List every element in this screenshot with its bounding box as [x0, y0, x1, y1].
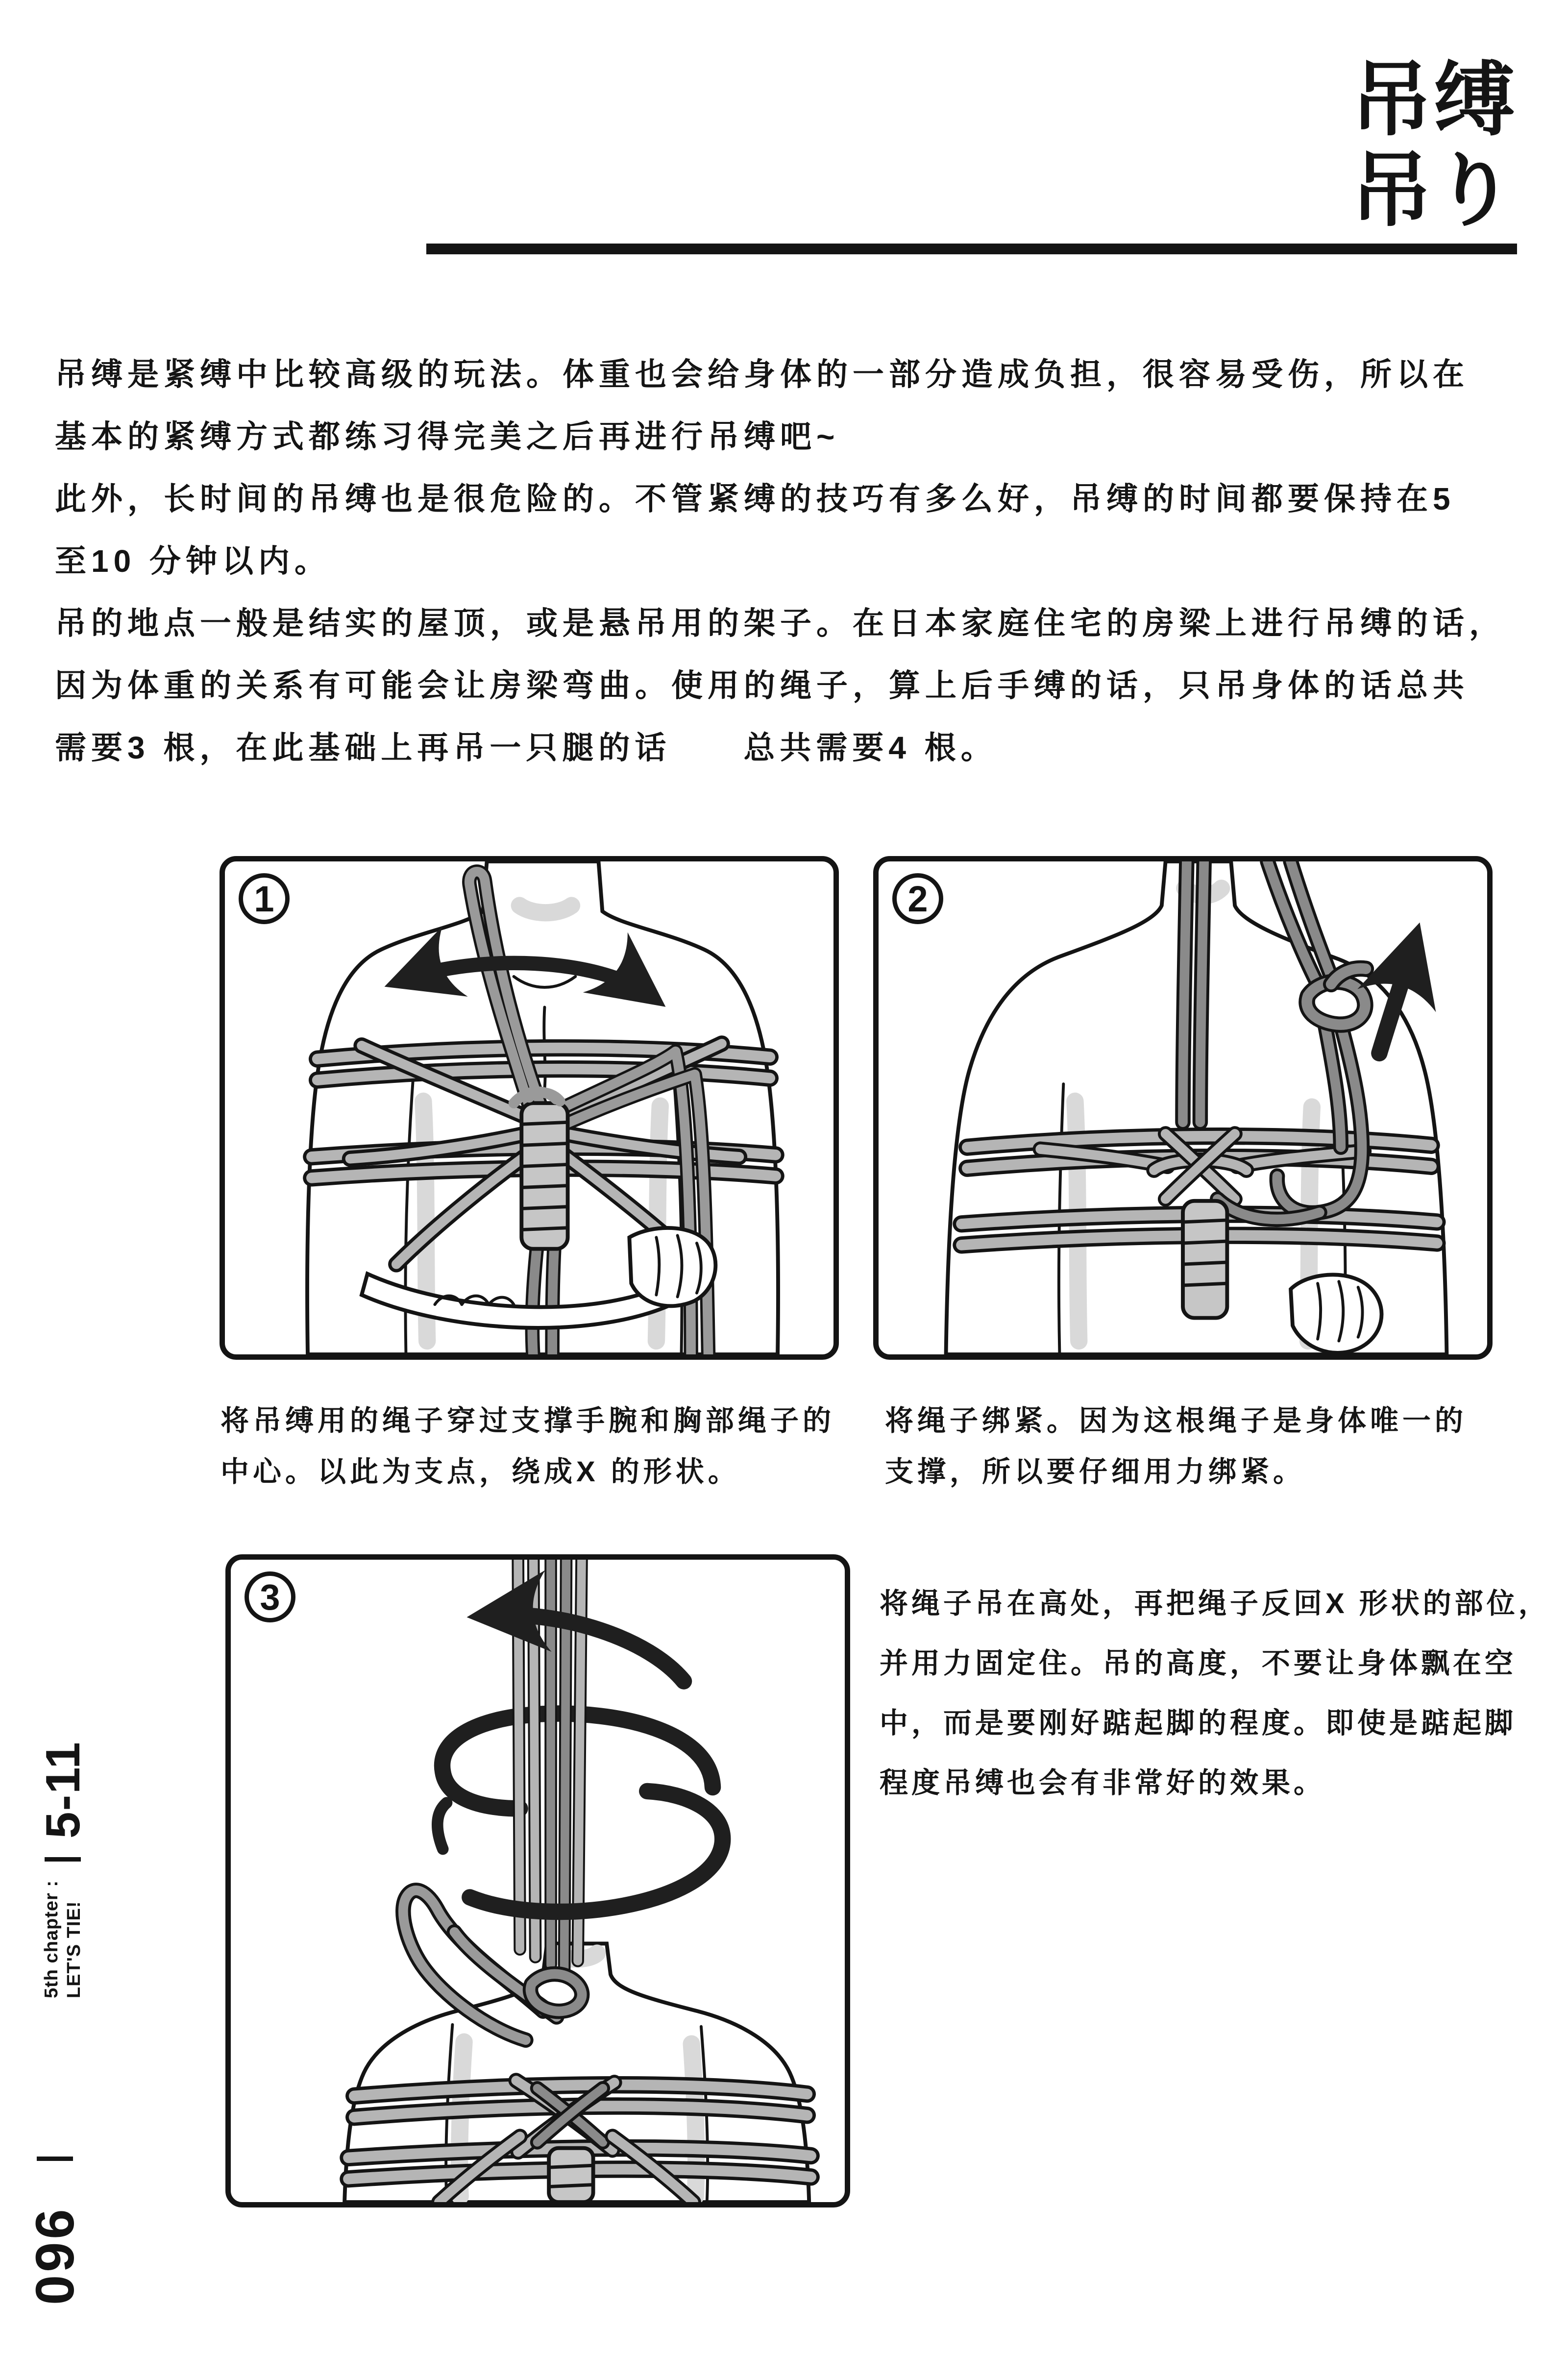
caption-line: 中心。以此为支点，绕成X 的形状。 [220, 1456, 740, 1488]
panel-number-badge: 2 [892, 873, 943, 924]
center-wrap-coil [549, 2148, 593, 2202]
title-underline [426, 244, 1517, 254]
panel-3 [225, 1554, 850, 2207]
chapter-spine-label [30, 1677, 95, 1998]
caption-line: 将绳子绑紧。因为这根绳子是身体唯一的 [885, 1405, 1468, 1437]
intro-line: 因为体重的关系有可能会让房梁弯曲。使用的绳子，算上后手缚的话，只吊身体的话总共 [55, 667, 1469, 703]
caption-line: 中，而是要刚好踮起脚的程度。即使是踮起脚 [880, 1707, 1517, 1739]
intro-paragraph [55, 341, 1525, 776]
title-primary: 吊缚 [1351, 55, 1517, 145]
panel-1-caption [220, 1393, 835, 1495]
title-secondary: 吊り [1351, 145, 1517, 236]
chapter-name [40, 1880, 85, 1998]
intro-line: 吊缚是紧缚中比较高级的玩法。体重也会给身体的一部分造成负担，很容易受伤，所以在 [55, 356, 1469, 392]
page-number: 096 [24, 2206, 85, 2305]
panel-1 [220, 856, 839, 1360]
right-hand [1291, 1275, 1381, 1352]
spiral-arrow-icon [470, 1615, 723, 1912]
caption-line: 将绳子吊在高处，再把绳子反回X 形状的部位， [880, 1588, 1550, 1619]
rope-diagram-back-torso [879, 861, 1487, 1354]
chapter-line-1: 5th chapter : [41, 1880, 62, 1998]
panel-number-badge: 1 [239, 873, 290, 924]
caption-line: 支撑，所以要仔细用力绑紧。 [885, 1456, 1306, 1488]
right-hand [629, 1228, 715, 1306]
panel-3-description [880, 1571, 1550, 1810]
spine-divider [45, 1857, 81, 1862]
caption-line: 程度吊缚也会有非常好的效果。 [880, 1767, 1326, 1799]
rope-diagram-suspension [231, 1560, 845, 2202]
panel-2 [873, 856, 1493, 1360]
page-title [1351, 55, 1517, 236]
center-wrap-coil [1183, 1201, 1227, 1318]
rope-diagram-front-torso [225, 861, 833, 1354]
intro-line: 需要3 根，在此基础上再吊一只腿的话 总共需要4 根。 [55, 730, 997, 765]
chapter-line-2: LET'S TIE! [64, 1901, 84, 1998]
section-number: 5-11 [35, 1741, 90, 1839]
intro-line: 基本的紧缚方式都练习得完美之后再进行吊缚吧~ [55, 418, 840, 454]
intro-line: 至10 分钟以内。 [55, 543, 331, 579]
intro-line: 吊的地点一般是结实的屋顶，或是悬吊用的架子。在日本家庭住宅的房梁上进行吊缚的话， [55, 605, 1505, 641]
center-wrap-coil [514, 1092, 568, 1249]
page-number-divider [37, 2157, 73, 2161]
page-number-block [25, 2080, 84, 2305]
panel-number-badge: 3 [245, 1571, 295, 1622]
caption-line: 将吊缚用的绳子穿过支撑手腕和胸部绳子的 [220, 1405, 835, 1437]
panel-2-caption [885, 1393, 1467, 1495]
intro-line: 此外，长时间的吊缚也是很危险的。不管紧缚的技巧有多么好，吊缚的时间都要保持在5 [55, 481, 1455, 516]
caption-line: 并用力固定住。吊的高度，不要让身体飘在空 [880, 1647, 1517, 1679]
